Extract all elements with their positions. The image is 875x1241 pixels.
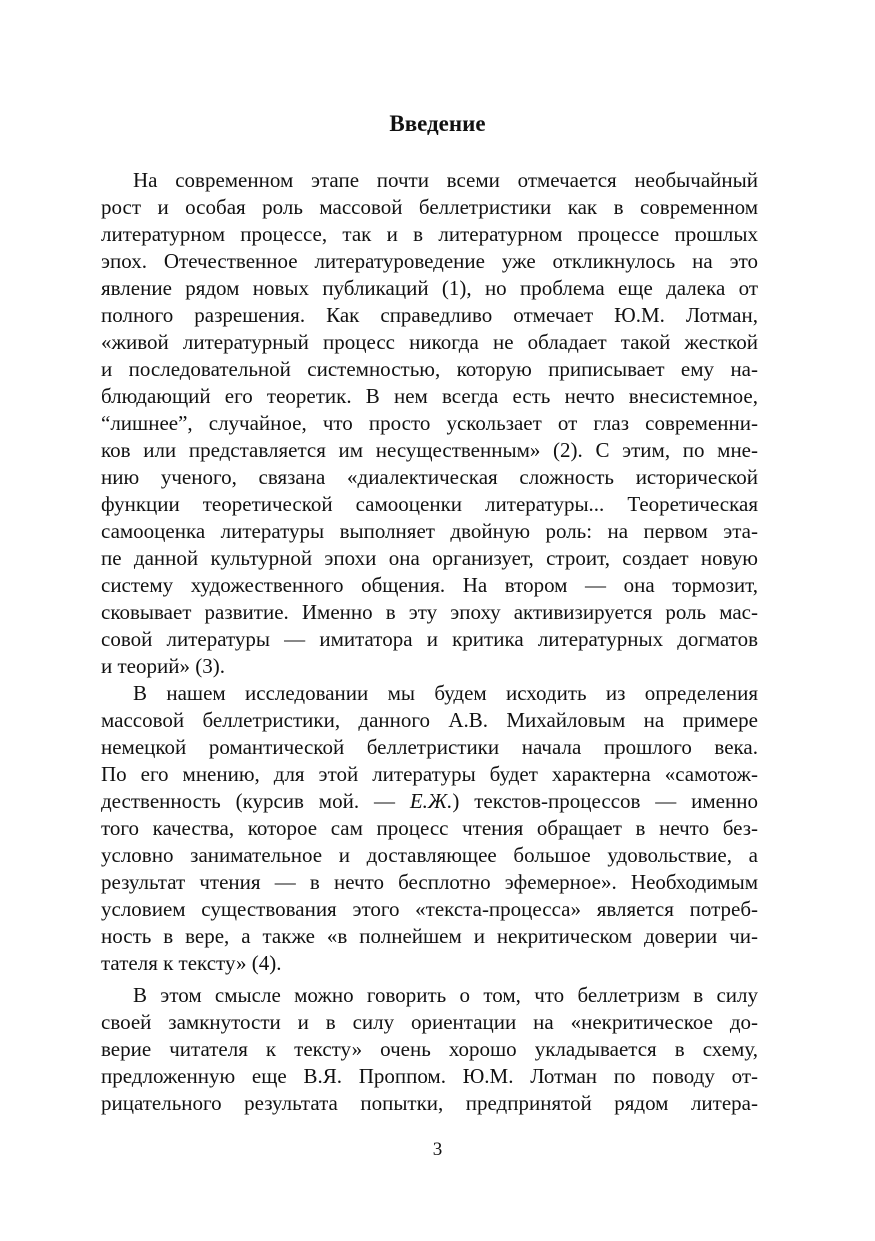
text-line: На современном этапе почти всеми отмечается необычайный bbox=[133, 168, 758, 192]
text-line: условно занимательное и доставляющее большое удовольствие, а bbox=[101, 843, 758, 867]
text-line: эпох. Отечественное литературоведение уже откликнулось на это bbox=[101, 249, 758, 273]
text-line: верие читателя к тексту» очень хорошо укладывается в схему, bbox=[101, 1037, 758, 1061]
text-line: В этом смысле можно говорить о том, что беллетризм в силу bbox=[133, 983, 758, 1007]
page-title: Введение bbox=[389, 111, 486, 136]
text-line: условием существования этого «текста-процесса» является потреб- bbox=[101, 897, 758, 921]
text-line: «живой литературный процесс никогда не обладает такой жесткой bbox=[101, 330, 758, 354]
text-line: ков или представляется им несущественным» (2). С этим, по мне- bbox=[101, 438, 758, 462]
text-line: тателя к тексту» (4). bbox=[101, 951, 282, 975]
text-line: По его мнению, для этой литературы будет характерна «самотож- bbox=[101, 762, 758, 786]
text-line: явление рядом новых публикаций (1), но проблема еще далека от bbox=[101, 276, 758, 300]
text-line: своей замкнутости и в силу ориентации на «некритическое до- bbox=[101, 1010, 758, 1034]
page-number: 3 bbox=[432, 1139, 443, 1160]
text-line: немецкой романтической беллетристики начала прошлого века. bbox=[101, 735, 758, 759]
text-line: литературном процессе, так и в литературном процессе прошлых bbox=[101, 222, 758, 246]
text-line: совой литературы — имитатора и критика литературных догматов bbox=[101, 627, 758, 651]
text-line: того качества, которое сам процесс чтения обращает в нечто без- bbox=[101, 816, 758, 840]
paragraph-1 bbox=[101, 167, 758, 680]
text-line: рост и особая роль массовой беллетристики как в современном bbox=[101, 195, 758, 219]
text-line: В нашем исследовании мы будем исходить из определения bbox=[133, 681, 758, 705]
text-line: и последовательной системностью, которую приписывает ему на- bbox=[101, 357, 758, 381]
text-segment: дественность (курсив мой. — bbox=[101, 789, 410, 813]
text-line: полного разрешения. Как справедливо отмечает Ю.М. Лотман, bbox=[101, 303, 758, 327]
text-line: функции теоретической самооценки литературы... Теоретическая bbox=[101, 492, 758, 516]
text-line: пе данной культурной эпохи она организует, строит, создает новую bbox=[101, 546, 758, 570]
text-line: результат чтения — в нечто бесплотно эфемерное». Необходимым bbox=[101, 870, 758, 894]
paragraph-3 bbox=[101, 982, 758, 1117]
text-line: сковывает развитие. Именно в эту эпоху активизируется роль мас- bbox=[101, 600, 758, 624]
paragraph-2 bbox=[101, 680, 758, 977]
text-line: самооценка литературы выполняет двойную роль: на первом эта- bbox=[101, 519, 758, 543]
author-initials: Е.Ж. bbox=[409, 789, 453, 813]
text-line: предложенную еще В.Я. Проппом. Ю.М. Лотман по поводу от- bbox=[101, 1064, 758, 1088]
text-segment: ) текстов-процессов — именно bbox=[452, 789, 758, 813]
text-line: ность в вере, а также «в полнейшем и некритическом доверии чи- bbox=[101, 924, 758, 948]
text-line: рицательного результата попытки, предпринятой рядом литера- bbox=[101, 1091, 758, 1115]
body-text bbox=[101, 167, 758, 1117]
text-line: массовой беллетристики, данного А.В. Михайловым на примере bbox=[101, 708, 758, 732]
text-line-with-italic bbox=[101, 788, 758, 815]
text-line: нию ученого, связана «диалектическая сложность исторической bbox=[101, 465, 758, 489]
text-line: блюдающий его теоретик. В нем всегда есть нечто внесистемное, bbox=[101, 384, 758, 408]
text-line: “лишнее”, случайное, что просто ускользает от глаз современни- bbox=[101, 411, 758, 435]
text-line: и теорий» (3). bbox=[101, 654, 225, 678]
text-line: систему художественного общения. На втором — она тормозит, bbox=[101, 573, 758, 597]
